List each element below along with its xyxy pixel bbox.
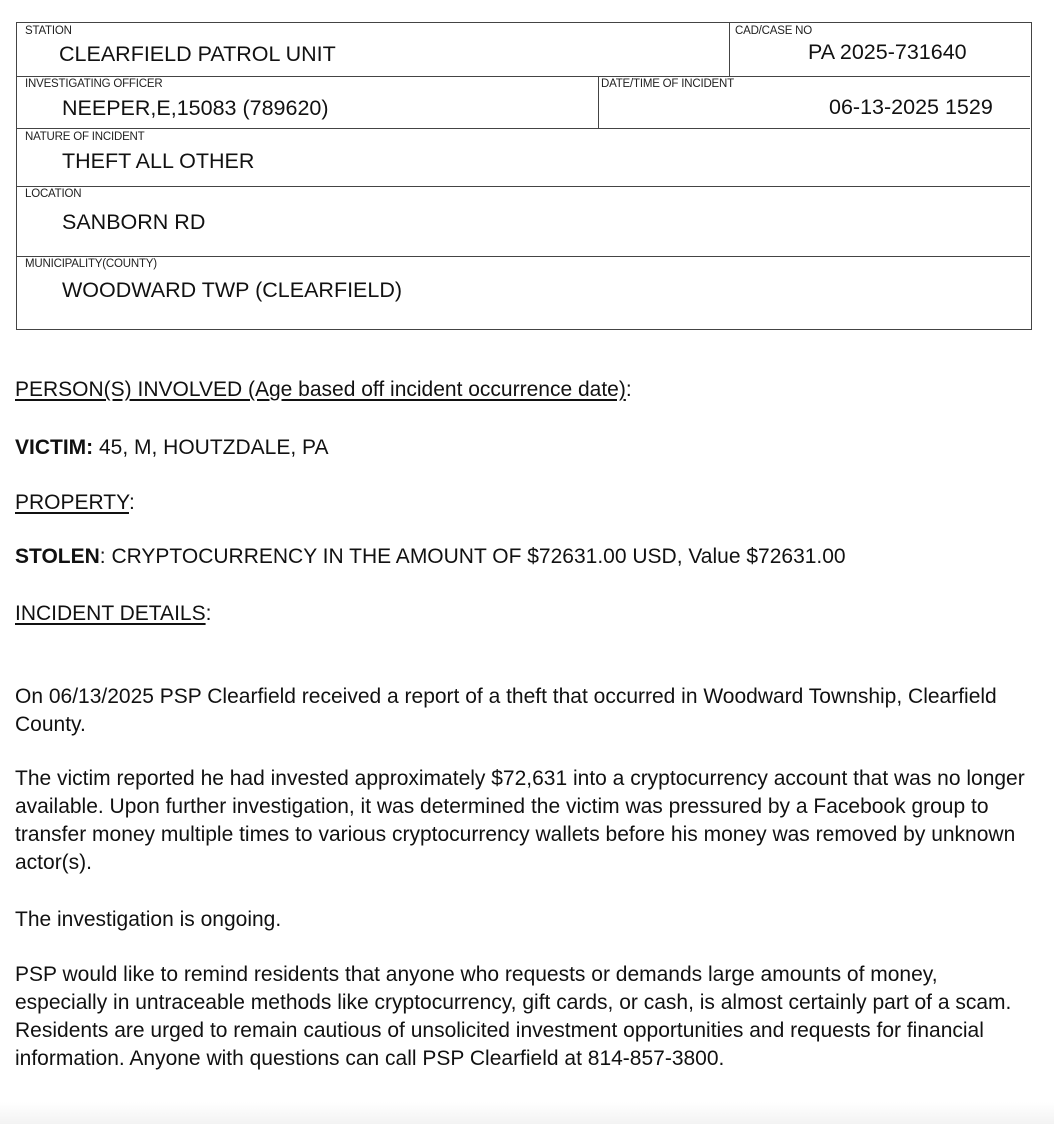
details-paragraph-text: PSP would like to remind residents that anyone who requests or demands large amounts of money, especially in untraceable methods like cryptocurrency, gift cards, or cash, is almost certainly part of a scam. Residents are urged to remain cautious of unsolicited investment opportunities and requests for financial information. Anyone with questions can call PSP Clearfield at 814-857-3800. — [15, 963, 1012, 1070]
stolen-label: STOLEN — [15, 545, 100, 568]
nature-value: THEFT ALL OTHER — [62, 149, 255, 173]
officer-cell — [17, 76, 598, 128]
persons-heading-text: PERSON(S) INVOLVED (Age based off incident occurrence date) — [15, 378, 626, 401]
station-label: STATION — [25, 25, 72, 37]
officer-label: INVESTIGATING OFFICER — [25, 78, 163, 90]
case-number-cell — [729, 23, 1031, 76]
case-number-value: PA 2025-731640 — [808, 40, 967, 64]
property-heading — [15, 489, 1035, 517]
nature-label: NATURE OF INCIDENT — [25, 131, 145, 143]
stolen-line — [15, 543, 1035, 571]
case-number-label: CAD/CASE NO — [735, 25, 813, 37]
location-label: LOCATION — [25, 188, 82, 200]
victim-line — [15, 434, 1035, 462]
details-paragraph — [15, 683, 1035, 739]
page-bottom-shade — [0, 1102, 1054, 1124]
location-value: SANBORN RD — [62, 210, 206, 234]
details-paragraph-text: The victim reported he had invested approximately $72,631 into a cryptocurrency account that was no longer available. Upon further investigation, it was determined the victim was pressured by a Facebook group to transfer money multiple times to various cryptocurrency wallets before his money was removed by unknown actor(s). — [15, 767, 1025, 874]
property-heading-text: PROPERTY — [15, 491, 129, 514]
details-heading-text: INCIDENT DETAILS — [15, 602, 206, 625]
details-paragraph — [15, 765, 1035, 877]
property-heading-colon: : — [128, 491, 135, 514]
victim-value: 45, M, HOUTZDALE, PA — [93, 436, 329, 459]
municipality-value: WOODWARD TWP (CLEARFIELD) — [62, 278, 403, 302]
location-cell — [17, 186, 1031, 256]
officer-value: NEEPER,E,15083 (789620) — [62, 96, 329, 120]
station-cell — [17, 23, 729, 76]
details-paragraph-text: On 06/13/2025 PSP Clearfield received a report of a theft that occurred in Woodward Township, Clearfield County. — [15, 685, 997, 736]
incident-header-form — [16, 22, 1032, 330]
details-paragraph — [15, 906, 1035, 934]
station-value: CLEARFIELD PATROL UNIT — [59, 42, 336, 66]
victim-label: VICTIM: — [15, 436, 94, 459]
persons-heading — [15, 376, 1035, 404]
datetime-value: 06-13-2025 1529 — [829, 95, 993, 119]
details-heading-colon: : — [205, 602, 212, 625]
details-heading — [15, 600, 1035, 628]
details-paragraph-text: The investigation is ongoing. — [15, 908, 282, 931]
nature-cell — [17, 128, 1031, 186]
municipality-label: MUNICIPALITY(COUNTY) — [25, 258, 157, 270]
datetime-label: DATE/TIME OF INCIDENT — [601, 78, 734, 90]
stolen-value: : CRYPTOCURRENCY IN THE AMOUNT OF $72631.00 USD, Value $72631.00 — [99, 545, 846, 568]
municipality-cell — [17, 256, 1031, 329]
datetime-cell — [598, 76, 1031, 128]
persons-heading-colon: : — [625, 378, 632, 401]
details-paragraph — [15, 961, 1035, 1073]
